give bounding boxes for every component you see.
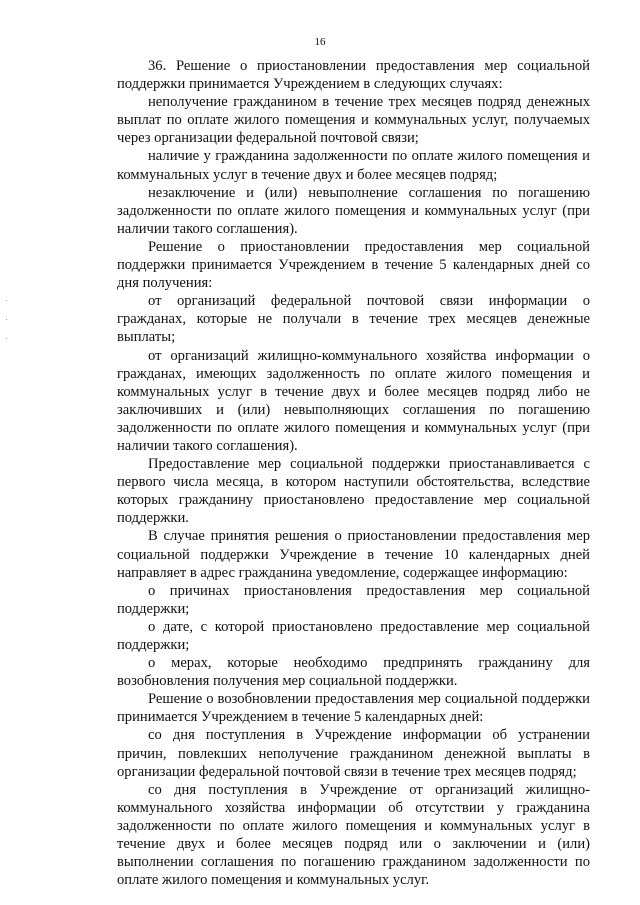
paragraph-case-nonreceipt: неполучение гражданином в течение трех месяцев подряд денежных выплат по оплате жилого помещения и коммунальных услуг, получаемых через организации федеральной почтовой связи;	[117, 94, 590, 147]
paragraph-info-date: о дате, с которой приостановлено предоставление мер социальной поддержки;	[117, 618, 590, 653]
paragraph-resumption-postal: со дня поступления в Учреждение информации об устранении причин, повлекших неполучение гражданином денежной выплаты в организации федеральной почтовой связи в течение трех месяцев подряд;	[117, 727, 590, 780]
paragraph-case-debt: наличие у гражданина задолженности по оплате жилого помещения и коммунальных услуг в течение двух и более месяцев подряд;	[117, 148, 590, 183]
paragraph-info-measures: о мерах, которые необходимо предпринять гражданину для возобновления получения мер социальной поддержки.	[117, 655, 590, 690]
paragraph-resumption-housing: со дня поступления в Учреждение от организаций жилищно-коммунального хозяйства информации об отсутствии у гражданина задолженности по оплате жилого помещения и коммунальных услуг в течение двух и более месяцев подряд или о заключении и (или) выполнении соглашения по погашению гражданином задолженности по оплате жилого помещения и коммунальных услуг.	[117, 781, 590, 889]
paragraph-decision-term: Решение о приостановлении предоставления мер социальной поддержки принимается Учреждением в течение 5 календарных дней со дня получения:	[117, 238, 590, 292]
paragraph-resumption: Решение о возобновлении предоставления мер социальной поддержки принимается Учреждением в течение 5 календарных дней:	[117, 691, 590, 726]
paragraph-notification: В случае принятия решения о приостановлении предоставления мер социальной поддержки Учреждение в течение 10 календарных дней направляет в адрес гражданина уведомление, содержащее информацию:	[117, 528, 590, 581]
paragraph-clause-36: 36. Решение о приостановлении предоставления мер социальной поддержки принимается Учреждением в следующих случаях:	[117, 58, 590, 93]
paragraph-case-agreement: незаключение и (или) невыполнение соглашения по погашению задолженности по оплате жилого помещения и коммунальных услуг (при наличии такого соглашения).	[117, 184, 590, 237]
margin-scan-marks	[6, 300, 8, 360]
paragraph-source-housing: от организаций жилищно-коммунального хозяйства информации о гражданах, имеющих задолженность по оплате жилого помещения и коммунальных услуг в течение двух и более месяцев подряд либо не заключивших и (или) невыполняющих соглашения по погашению задолженности по оплате жилого помещения и коммунальных услуг (при наличии такого соглашения).	[117, 347, 590, 454]
document-body	[117, 57, 590, 889]
scan-mark	[6, 319, 7, 320]
paragraph-info-reasons: о причинах приостановления предоставления мер социальной поддержки;	[117, 582, 590, 617]
paragraph-source-postal: от организаций федеральной почтовой связи информации о гражданах, которые не получали в течение трех месяцев денежные выплаты;	[117, 293, 590, 346]
page-number: 16	[314, 36, 326, 48]
scan-mark	[6, 338, 7, 339]
paragraph-suspension-date: Предоставление мер социальной поддержки приостанавливается с первого числа месяца, в котором наступили обстоятельства, вследствие которых гражданину приостановлено предоставление мер социальной поддержки.	[117, 456, 590, 527]
scan-mark	[6, 300, 7, 301]
